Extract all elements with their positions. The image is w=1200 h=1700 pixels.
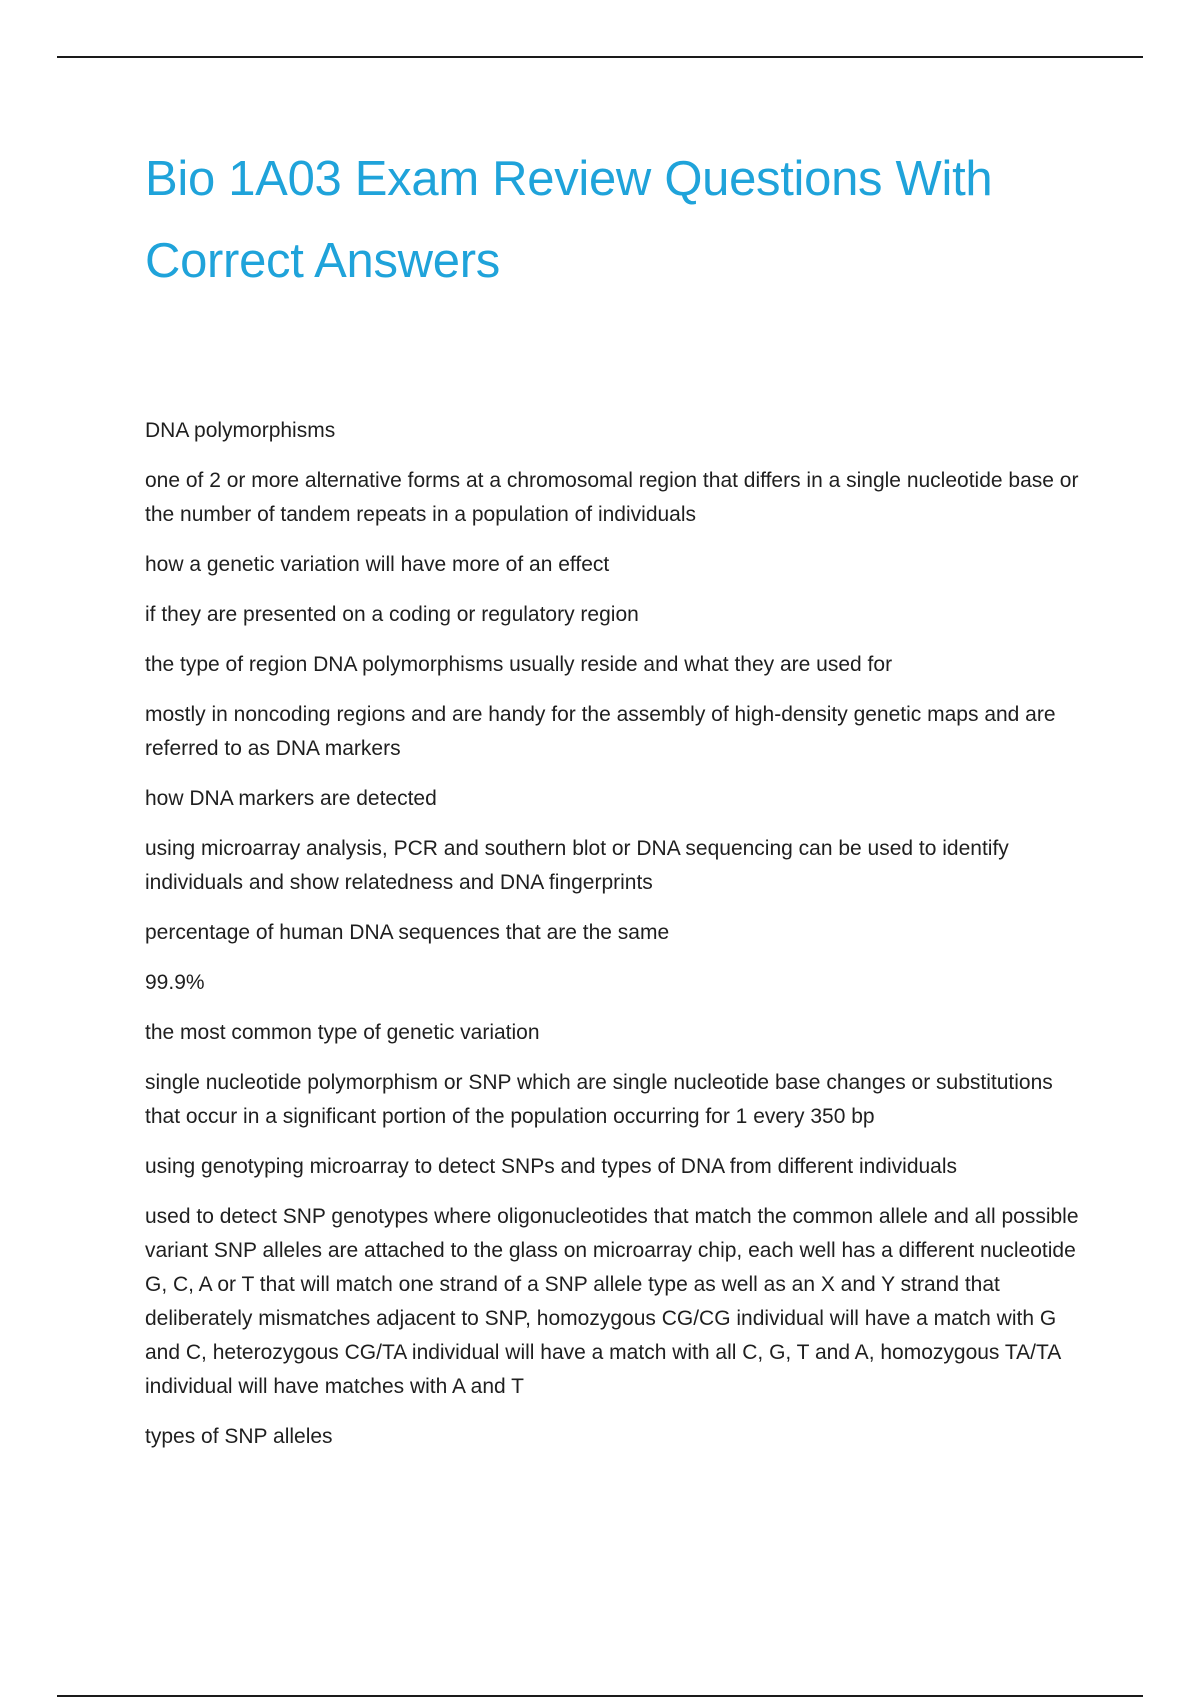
question-text: the most common type of genetic variation: [145, 1021, 540, 1044]
answer-text: mostly in noncoding regions and are handy for the assembly of high-density genetic maps and are referred to as DNA markers: [145, 703, 1056, 760]
question-text: DNA polymorphisms: [145, 419, 336, 442]
answer-text: using microarray analysis, PCR and southern blot or DNA sequencing can be used to identify individuals and show relatedness and DNA fingerprints: [145, 837, 1009, 894]
question-text: percentage of human DNA sequences that are the same: [145, 921, 670, 944]
bottom-divider: [57, 1695, 1143, 1697]
qa-list: [145, 414, 1090, 1470]
answer-text: single nucleotide polymorphism or SNP which are single nucleotide base changes or substitutions that occur in a significant portion of the population occurring for 1 every 350 bp: [145, 1071, 1053, 1128]
answer-text: if they are presented on a coding or regulatory region: [145, 603, 639, 626]
question-text: types of SNP alleles: [145, 1425, 333, 1448]
document-title: Bio 1A03 Exam Review Questions With Correct Answers: [145, 152, 993, 288]
top-divider: [57, 56, 1143, 58]
answer-text: one of 2 or more alternative forms at a chromosomal region that differs in a single nucleotide base or the number of tandem repeats in a population of individuals: [145, 469, 1079, 526]
question-text: how DNA markers are detected: [145, 787, 437, 810]
question-text: using genotyping microarray to detect SNPs and types of DNA from different individuals: [145, 1155, 958, 1178]
answer-text: 99.9%: [145, 971, 205, 994]
question-text: how a genetic variation will have more of an effect: [145, 553, 610, 576]
answer-text: used to detect SNP genotypes where oligonucleotides that match the common allele and all possible variant SNP alleles are attached to the glass on microarray chip, each well has a different nucleotide G, C, A or T that will match one strand of a SNP allele type as well as an X and Y strand that deliberately mismatches adjacent to SNP, homozygous CG/CG individual will have a match with G and C, heterozygous CG/TA individual will have a match with all C, G, T and A, homozygous TA/TA individual will have matches with A and T: [145, 1205, 1079, 1398]
question-text: the type of region DNA polymorphisms usually reside and what they are used for: [145, 653, 893, 676]
